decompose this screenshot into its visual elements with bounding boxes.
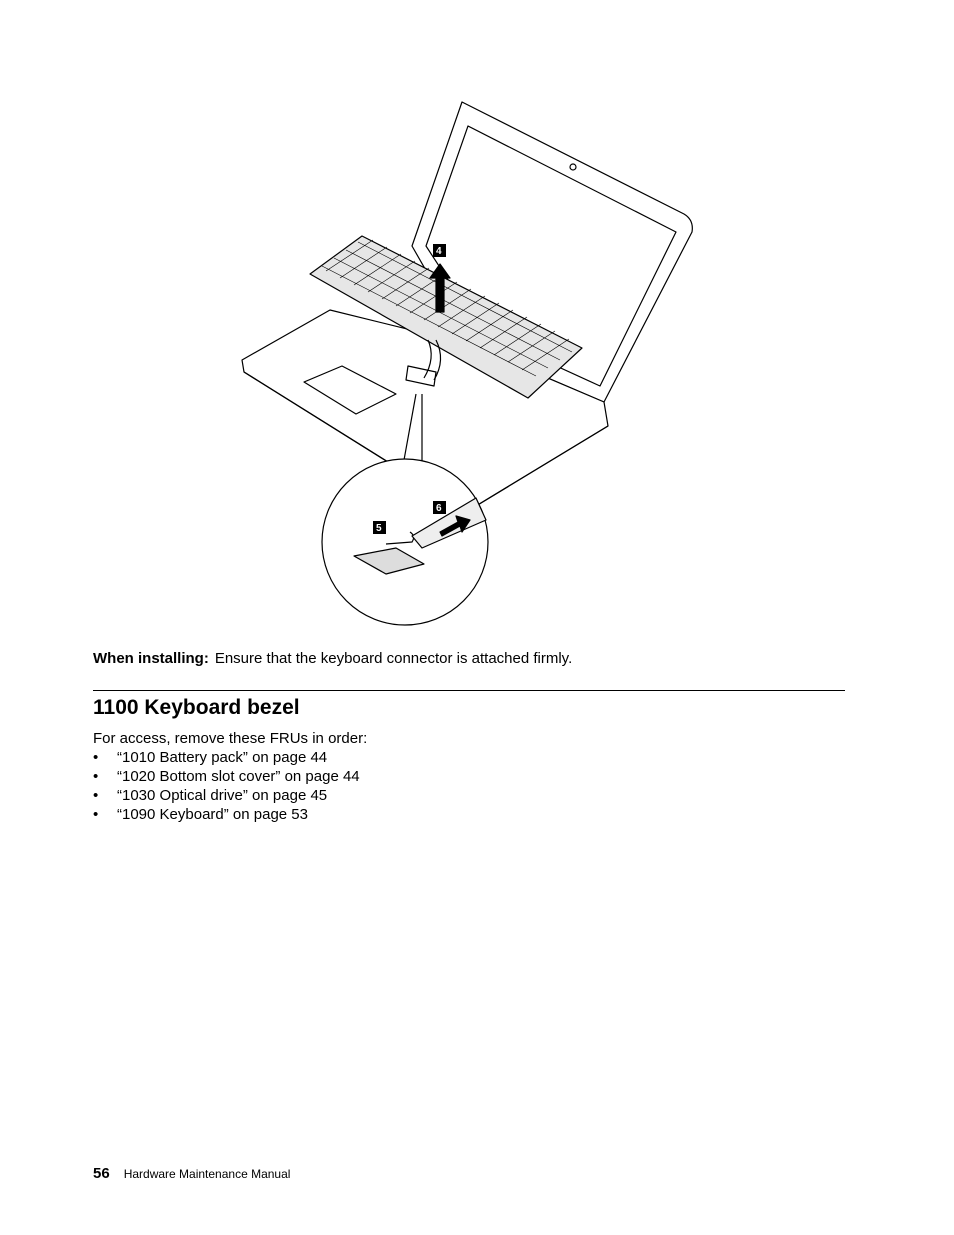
page-number: 56 xyxy=(93,1165,110,1182)
list-item[interactable] xyxy=(93,767,360,786)
note-text: Ensure that the keyboard connector is attached firmly. xyxy=(214,650,573,667)
bullet-icon: • xyxy=(93,806,99,823)
section-intro: For access, remove these FRUs in order: xyxy=(93,730,368,747)
callout-6 xyxy=(433,501,446,514)
svg-text:5: 5 xyxy=(376,523,382,534)
list-item-text[interactable]: “1020 Bottom slot cover” on page 44 xyxy=(117,768,360,785)
list-item-text[interactable]: “1010 Battery pack” on page 44 xyxy=(117,749,328,766)
keyboard-removal-figure xyxy=(236,96,706,628)
list-item[interactable] xyxy=(93,786,360,805)
note-label: When installing: xyxy=(93,650,209,667)
section-divider xyxy=(93,690,845,691)
list-item-text[interactable]: “1030 Optical drive” on page 45 xyxy=(117,787,328,804)
list-item[interactable] xyxy=(93,805,360,824)
bullet-icon: • xyxy=(93,787,99,804)
list-item[interactable] xyxy=(93,748,360,767)
page-footer xyxy=(93,1165,290,1183)
callout-4 xyxy=(433,244,446,257)
bullet-icon: • xyxy=(93,768,99,785)
installation-note xyxy=(93,649,572,669)
callout-5 xyxy=(373,521,386,534)
fru-list xyxy=(93,748,360,824)
section-title: 1100 Keyboard bezel xyxy=(93,696,300,719)
list-item-text[interactable]: “1090 Keyboard” on page 53 xyxy=(117,806,308,823)
manual-title: Hardware Maintenance Manual xyxy=(123,1167,291,1181)
bullet-icon: • xyxy=(93,749,99,766)
svg-text:6: 6 xyxy=(436,503,442,514)
svg-text:4: 4 xyxy=(436,246,442,257)
